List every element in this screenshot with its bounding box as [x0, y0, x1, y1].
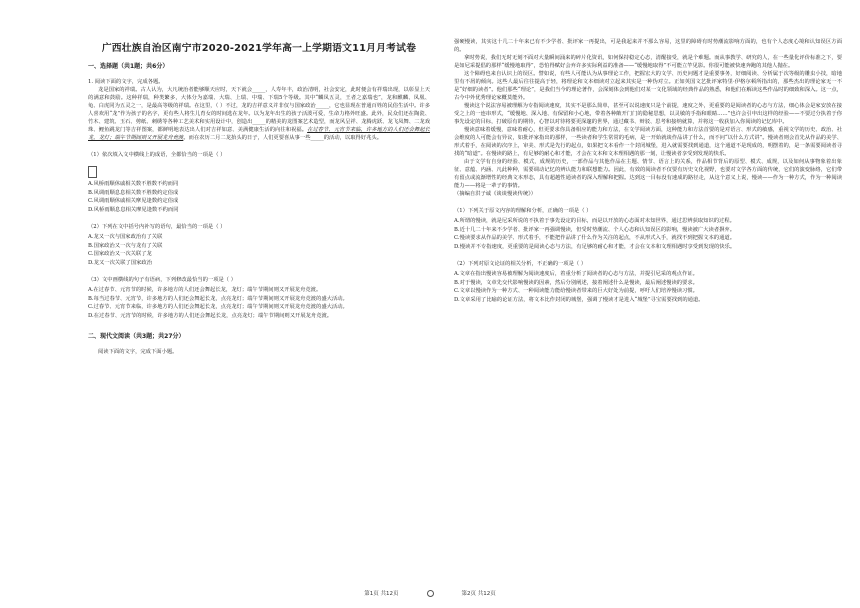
source-citation: （摘编自洪子诚《谈谈慢读传统》） — [454, 191, 537, 197]
r-q1-option-b[interactable]: B.近十几二十年来不少学者、批评家一再强调慢读，但受时势潮流、个人心态和认知误区的影响，慢读被广大读者摒弃。 — [454, 226, 736, 233]
sub3-option-d[interactable]: D.在过春节、元宵节的时候，许多地方的人们还会舞起长龙，点亮龙灯；端午节期间则又开展龙舟竞渡。 — [88, 312, 333, 319]
sub2-question: （2）下列在文中括号内补写的语句，最恰当的一项是（ ） — [88, 224, 226, 230]
sub1-option-c[interactable]: C.风调雨顺休戚相关摩见逢数约定俗成 — [88, 198, 179, 204]
right-page — [438, 0, 860, 608]
r-q1-option-a[interactable]: A.所谓的慢读，就是尼采所说的不执着于事先设定的目标，而是以开放的心态面对未知世界，通过思辨获取知识的过程。 — [454, 218, 735, 224]
sub3-option-b[interactable]: B.每当过春节、元宵节，许多地方的人们还会舞起长龙，点亮龙灯；端午节期间则又开展龙舟竞渡的盛大活动。 — [88, 295, 348, 302]
page-footer — [0, 589, 860, 597]
answer-box[interactable] — [88, 166, 97, 178]
r-q2-option-b[interactable]: B.对于慢读，文章先交代影响慢读的因素，然后分别阐述，接着阐述什么是慢读，最后阐述慢读的要求。 — [454, 279, 698, 286]
q1-intro: 1. 阅读下面的文字，完成各题。 — [88, 79, 164, 85]
r-q2-option-d[interactable]: D.文章采用了比喻的论证方法，将文本比作封闭的城堡，强调了慢读才是进入“城堡”寻宝需要找到的通道。 — [454, 296, 704, 303]
exam-title: 广西壮族自治区南宁市2020-2021学年高一上学期语文11月月考试卷 — [101, 43, 417, 54]
right-para-3: 这个障碍也来自认识上的误区。譬如说，有些人可能认为从事理论工作，把握宏大的文学、历史问题才是重要事务，好细阅读、分析属于次等级的雕虫小技，暗地里有不屑的倾向。这些人最后往往提高于轻，将理论和文本细读对立起来其实是一种伪对立。正如英国文艺批评家特里·伊格尔顿所指出的，那些杰出的理论家无一不是“好细的读者”。他们那些“理论”，是我们当今的理论著作，会深刻体会到他们对某一文化领域的经典作品的熟悉，和他们在解读这些作品时的细致和深入。这一点，古今中外优秀理论家概莫能外。 — [454, 71, 842, 101]
right-para-6: 由于文学有自身的经验、模式，成规的历史，一部作品与其他作品在主题、情节、语言上的关系，作品相节背后的原型、模式、成规，以及如何从事物象着出象征、意蕴、内涵、凡此种种，需要调动记忆的辨认能力和联想能力。因此，有效的阅读者不仅要有历史文化视野，也要对文学各方面的传统，它们的演变脉络，它们带有留点或流渐增性的经典文本形态，具有超越性通读者的深入理解和把握。达到这一目标没有速成的路径走，从这个意义上说，慢读——作为一种方式，作为一种阅读能力——将是一辈子的事情。 — [454, 159, 842, 189]
section2-intro: 阅读下面的文字，完成下面小题。 — [98, 349, 178, 355]
sub2-option-c[interactable]: C.国家政治又一次关联了龙 — [88, 251, 152, 257]
r-q1-option-c[interactable]: C.慢读要求从作品的美学、形式着手，不能把作品讲了什么作为关注的起点，不从形式入手，就找不到把握文本的通道。 — [454, 235, 735, 241]
sub2-option-a[interactable]: A.龙又一次与国家政治有了关联 — [88, 234, 163, 240]
page-number-right: 第2页 共12页 — [461, 591, 496, 597]
right-para-1: 强硬慢读，其实这十几二十年来已有不少学者、批评家一再提出，可是我起来并不那么容易，这里的障碍有时势潮流影响方面的，也有个人态度心境和认知误区方面的。 — [454, 39, 842, 53]
r-q2-option-c[interactable]: C.文章以慢读作为一种方式、一种阅读能力能给慢读者带来的巨大好处为前提，呼吁人们培养慢读习惯。 — [454, 288, 698, 294]
circle-icon — [427, 590, 434, 597]
r-q2-option-a[interactable]: A.文章在指出慢读容易被理解为阅读速度后，着重分析了阅读者的心态与方法，并提引尼采的观点作证。 — [454, 271, 698, 277]
r-q2-question: （2）下列对原文论证的相关分析，不正确的一项是（ ） — [454, 261, 587, 267]
sub1-option-a[interactable]: A.风桥雨顺休戚相关数不胜数不约而同 — [88, 181, 179, 187]
r-q1-option-d[interactable]: D.慢读并不专指速度，更重要的是阅读心态与方法，有足够的耐心和才能，才会在文本和文理相遇时享受到发现的快乐。 — [454, 243, 736, 250]
sub1-option-d[interactable]: D.风桥雨顺息息相关摩见逢数不约而同 — [88, 206, 179, 213]
sub1-option-b[interactable]: B.风调雨顺息息相关数不胜数约定俗成 — [88, 189, 179, 196]
right-para-5: 慢读意味着缓慢，意味着耐心，但更要求你具备相应的能力和方法，在文学阅读方面，这种能力和方法首要的是对语言、形式的敏感，重视文学的历史、政治、社会维度的人可能会有异议，如批评家指出的那样，一些读者和学生常常的毛病，是一开始就谈作品讲了什么，而不问“以什么方式讲”。慢读者则会首先从作品的美学、形式着手，在阅读的次序上，审美、形式是先行的起点，如果把文本看作一个封闭城堡，进入就需要找到通道，这个通道不是现成的，明摆着的，是一条需要阅读者寻找的“暗道”。在慢读的路上，有足够的耐心和才能，才会在文本和文本理相遇的那一刻，让慢读者享受到发现的快乐。 — [454, 127, 842, 157]
sub3-option-c[interactable]: C.过春节、元宵节来临，许多地方的人们还会舞起长龙，点亮龙灯；端午节期间则又开展龙舟竞渡的盛大活动。 — [88, 304, 348, 310]
passage-text: 龙是国家的祥瑞。古人认为，大凡统治者能够顺天应时，天下就会_____，人寿年丰，政治清明，社会安定，此时便会有祥瑞出现，以彰显上天的满意和鼓励。这种祥瑞，种类繁多，大体分为嘉瑞、大瑞、上瑞、中瑞、下瑞5个等级。其中“麟凤五灵，王者之嘉瑞也”，龙和麒麟、凤凰、龟、白虎同为五灵之一，是最高等级的祥瑞。在这里，（ ）不过，龙的吉祥意义并非仅与国家政治_____，它也显现在普通百姓的民俗生活中。许多人喜欢用“龙”作为孩子的名字，更有些人将生儿育女的时间选在龙年。以为龙年出生的孩子活泼可爱，生命力格外旺盛。此外，民众们还在陶瓷、竹木、建筑、玉石、剪纸、刺绣等各种工艺美术和实用设计中，创造出_____的精美的龙图案艺术造型，而龙风呈祥、龙腾虎跃、龙飞凤舞、二龙戏珠、鲤鱼跳龙门等吉祥图案，都鲜明地表达出人们对吉祥如意、美满健康生活的向往和祝福。在过春节、元宵节来临，许多地方的人们还会舞起长龙，龙灯；端午节期间则又开展龙舟竞渡。而在农历二月二龙抬头的日子，人们更要喜从事一些_____的活动，以取得好兆头。 — [88, 87, 430, 141]
sub1-question: （1）依次填入文中横线上的成语，全都恰当的一项是（ ） — [88, 152, 226, 158]
right-para-2: 拿时势说，我们无时无刻不面对大量瞬间涌来的碎片化资讯，如何保持稳定心态，清醒接受，就是个难题。而从事教学、研究的人，在一些量化评价标准之下，要是如尼采提倡的那样“缓慢地取得”，恐怕得赋好会弃许多实际利益的准备——“缓慢地取得”不可能立竿见影。你很可能被快速奔跑的其他人抛在。 — [454, 55, 842, 69]
section2-heading: 二、现代文阅读（共3题；共27分） — [88, 333, 185, 340]
underlined-sentence: 在过春节、元宵节来临，许多地方的人们还会舞起长龙，龙灯；端午节期间则又开展龙舟竞渡 — [88, 127, 430, 141]
sub2-option-b[interactable]: B.国家政治又一次与龙有了关联 — [88, 242, 163, 249]
page-number-left: 第1页 共12页 — [364, 591, 399, 597]
right-para-4: 慢读这个说法容易被理解为专指阅读速度，其实不是那么简单，甚至可以说速度只是个前提，速度之外，更重要的是阅读者的心态与方法，细心体会是家安放在接受之上的一连串形式，“缓慢地、深入地、有保留和小心地，带着各种敞开门门的隐秘思想，以灵敏的手指和眼睛……”也许会引申出这样的经验——不要过分执着于你事先设定的目标，打破原有的期待，心智以对待将要更深邃的世界，通过藏书、辩驳、思考和接纳就算，并将这一收获加入你阅读的记忆库中。 — [454, 103, 842, 125]
section1-heading: 一、选择题（共1题；共6分） — [88, 63, 169, 70]
r-q1-question: （1）下列关于原文内容的理解和分析，正确的一项是（ ） — [454, 208, 592, 214]
sub2-option-d[interactable]: D.龙又一次关联了国家政治 — [88, 259, 153, 266]
sub3-question: （3）文中画横线的句子有语病，下列修改最恰当的一项是（ ） — [88, 277, 237, 283]
sub3-option-a[interactable]: A.在过春节、元宵节的时候，许多地方的人们还会舞起长龙，龙灯；端午节期间则又开展龙舟竞渡。 — [88, 287, 322, 293]
